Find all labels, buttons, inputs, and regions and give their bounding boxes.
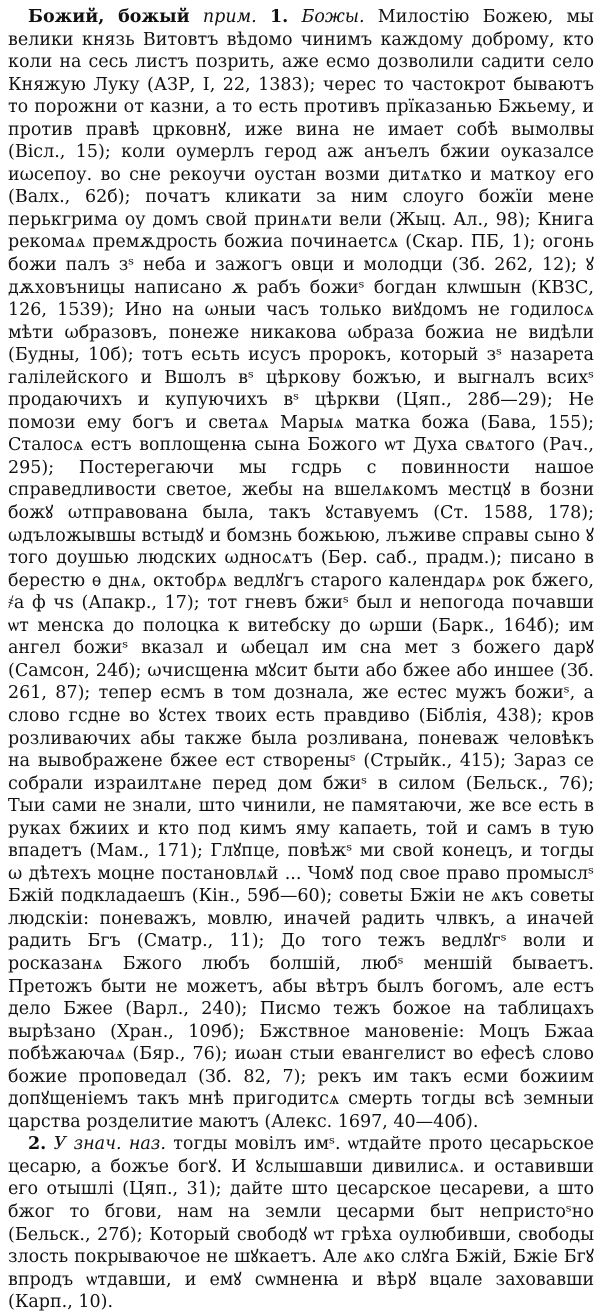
sense-1-number: 1.	[269, 7, 289, 27]
sense-2-gloss: У знач. наз.	[53, 1134, 166, 1155]
sense-1-gloss: Божы.	[301, 7, 365, 27]
headword: Божий, божый	[28, 7, 190, 27]
sense-2-paragraph	[8, 1133, 594, 1313]
sense-1-citations: Милостію Божею, мы велики князь Витовтъ вѣдомо чинимъ каждому доброму, кто коли на сесь листъ позрить, аже есмо дозволили садити село Княжую Луку (АЗР, I, 22, 1383); черес то частокрот бываютъ то порожни от казни, а то есть противъ прїказанью Бжьему, и против правѣ црковнꙋ, иже вина не имает собѣ вымолвы (Вісл., 15); коли оумерлъ герод аж анъелъ бжии оуказалсе иωсепоу. во сне рекоучи оустан возми дитѧтко и маткоу его (Валх., 62б); початъ кликати за ним слоуго божїи мене перькгрима оу домъ свой принѧти вели (Жыц. Ал., 98); Книга рекомаѧ премѫдрость божиа починаетсѧ (Скар. ПБ, 1); огонь божи палъ зˢ неба и зажогъ овци и молодци (Зб. 262, 12); ꙋ дѫховъницы написано ѫ рабъ божиˢ богдан клѡшын (КВЗС, 126, 1539); Ино на ωныи часъ только виꙋдомъ не годилосѧ мѣти ωбразовъ, понеже никакова ωбраза божиа не видѣли (Будны, 10б); тотъ есьть исусъ пророкъ, который зˢ назарета галілейского и Вшолъ вˢ цѣркову божъю, и выгналъ всихˢ продаючихъ и купуючихъ вˢ цѣркви (Цяп., 28б—29); Не помози ему богъ и светаѧ Марыѧ матка божа (Бава, 155); Сталосѧ естъ воплощенꙗ сына Божого ѡт Духа свѧтого (Рач., 295); Постерегаючи мы гсдрь с повинности нашое справедливости светое, жебы на вшелѧкомъ местцꙋ в бозни божꙋ ωтправована была, такъ ꙋставуемъ (Ст. 1588, 178); ωдъложывшы встыдꙋ и бомзнь божьюю, лъживе справы сыно ꙋ того доушью людских ωдносѧтъ (Бер. саб., прадм.); писано в берестю ѳ днѧ, октобрѧ ведлꙋгъ старого календарѧ рок бжего, ҂а ф чѕ (Апакр., 17); тот гневъ бжиˢ был и непогода почавши ѡт менска до полоцка к витебску до ωрши (Барк., 164б); им ангел божиˢ вказал и ωбецал им сна мет з божего дарꙋ (Самсон, 24б); ωчисщенꙗ мꙋсит быти або бжее або иншее (Зб. 261, 87); тепер есмъ в том дознала, же естес мужъ божиˢ, а слово гсдне во ꙋстех твоих есть правдиво (Біблія, 438); кров розливаючих абы также была розливана, поневаж человѣкъ на вывображене бжее ест створеныˢ (Стрыйк., 415); Зараз се собрали израилтѧне перед дом бжиˢ в силом (Бельск., 76); Тыи сами не знали, што чинили, не памятаючи, же все есть в руках бжиих и кто под кимъ яму капаеть, той и самъ в тую впадетъ (Мам., 171); Глꙋпце, повѣжˢ ми свой конецъ, и тогды ω дѣтехъ моцне постановлѧй ... Чомꙋ под свое право промыслˢ Бжій подкладаешъ (Кін., 59б—60); советы Бжіи не ѧкъ советы людскіи: поневажъ, мовлю, иначей радить члвкъ, а иначей радить Бгъ (Сматр., 11); До того тежъ ведлꙋгˢ воли и росказанѧ Бжого любъ болшій, любˢ меншій бываетъ. Претожъ быти не можетъ, абы вѣтръ былъ богомъ, але естъ дело Бжее (Варл., 240); Писмо тежъ божое на таблицахъ вырѣзано (Хран., 109б); Бжствное мановеніе: Моцъ Бжаа побѣжаючаѧ (Бяр., 76); иωан стыи евангелист во ефесѣ слово божие проповедал (Зб. 82, 7); рекъ им такъ есми божиим допꙋщеніемъ такъ мнѣ пригодитсѧ смерть тогды всѣ земныи царства розделитие маютъ (Алекс. 1697, 40—40б).	[8, 7, 594, 1132]
sense-1-paragraph	[8, 6, 594, 1133]
grammar-label: прим.	[202, 7, 257, 27]
sense-2-citations: тогды мовілъ имˢ. ѡтдайте прото цесарьское цесарю, а божъе богꙋ. И ꙋслышавши дивилисѧ. и оставивши его отышлі (Цяп., 31); дайте што цесарское цесареви, а што бжог то бгови, нам на земли цесарми быт непристоˢно (Бельск., 27б); Который свободꙋ ѡт грѣха оулюбивши, свободы злость покрываючое не шꙋкаетъ. Але ѧко слꙋга Бжій, Бжіе Бгꙋ впродъ ѡтдавши, и емꙋ сѡмненꙗ и вѣрꙋ вцале заховавши (Карп., 10).	[8, 1134, 594, 1313]
sense-2-number: 2.	[28, 1134, 47, 1155]
